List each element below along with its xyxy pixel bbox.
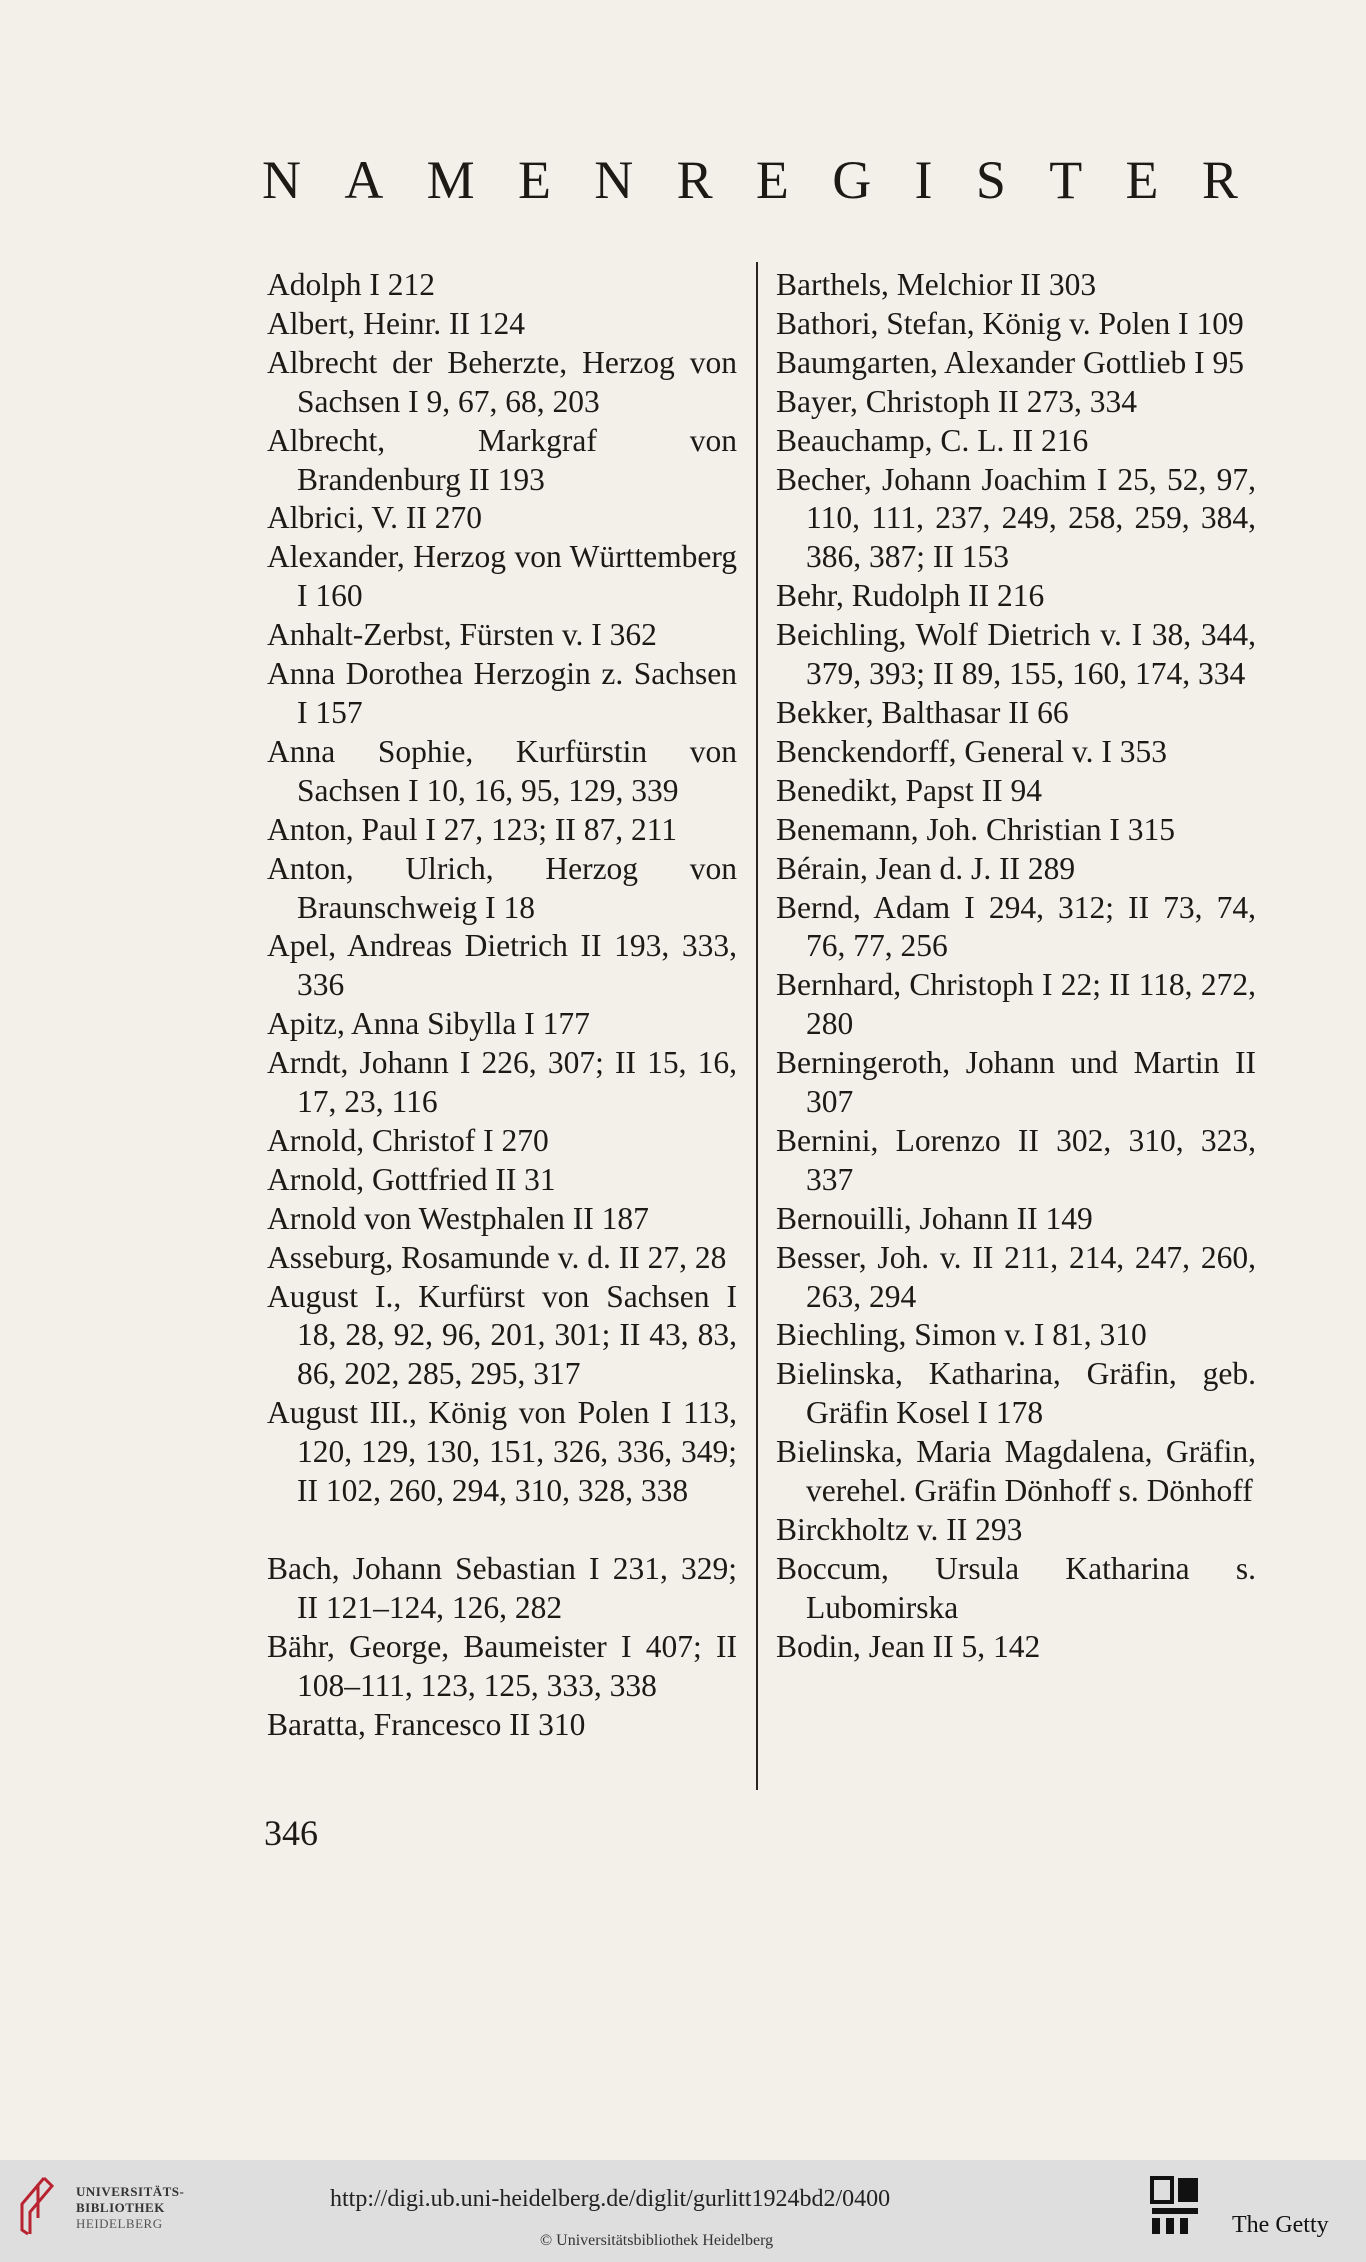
register-entry: Bernouilli, Johann II 149 [776,1200,1093,1236]
register-entry: Arnold, Gottfried II 31 [267,1161,556,1197]
register-entry: Bähr, George, Baumeister I 407; II 108–111, 123, 125, 333, 338 [267,1628,737,1703]
register-entry: Bernhard, Christoph I 22; II 118, 272, 280 [776,967,1256,1042]
register-entry: Albrici, V. II 270 [267,500,482,536]
title-letter: M [426,150,475,210]
register-entry: Barthels, Melchior II 303 [776,267,1097,302]
page-title [262,150,1238,210]
title-letter: T [1049,150,1083,210]
title-letter: G [832,150,872,210]
register-entry: Anna Dorothea Herzogin z. Sachsen I 157 [267,656,737,730]
title-letter: N [594,150,634,210]
title-letter: E [517,150,551,210]
column-divider [756,262,758,1790]
register-entry: August I., Kurfürst von Sachsen I 18, 28, 92, 96, 201, 301; II 43, 83, 86, 202, 285, 295, 317 [267,1278,737,1392]
register-entry: Benckendorff, General v. I 353 [776,733,1167,769]
register-entry: Bielinska, Katharina, Gräfin, geb. Gräfin Kosel I 178 [776,1356,1256,1431]
register-entry: Apitz, Anna Sibylla I 177 [267,1006,590,1042]
right-column [776,266,1256,1667]
register-entry: Baumgarten, Alexander Gottlieb I 95 [776,344,1244,380]
register-entry: Bielinska, Maria Magdalena, Gräfin, verehel. Gräfin Dönhoff s. Dönhoff [776,1434,1256,1509]
register-entry: Arndt, Johann I 226, 307; II 15, 16, 17, 23, 116 [267,1045,737,1120]
university-library-logo-icon [14,2174,62,2238]
title-letter: I [914,150,933,210]
left-column [267,266,737,1744]
register-entry: Alexander, Herzog von Württemberg I 160 [267,539,737,614]
register-entry: Asseburg, Rosamunde v. d. II 27, 28 [267,1239,727,1275]
register-entry: Becher, Johann Joachim I 25, 52, 97, 110, 111, 237, 249, 258, 259, 384, 386, 387; II 153 [776,461,1256,575]
library-line-3: HEIDELBERG [76,2216,163,2231]
title-letter: A [344,150,384,210]
register-entry: Anna Sophie, Kurfürstin von Sachsen I 10, 16, 95, 129, 339 [267,733,737,808]
register-entry: Adolph I 212 [267,267,435,302]
register-entry: Bathori, Stefan, König v. Polen I 109 [776,305,1244,341]
library-line-2: BIBLIOTHEK [76,2200,165,2215]
register-entry: Anhalt-Zerbst, Fürsten v. I 362 [267,617,657,653]
register-entry: Arnold von Westphalen II 187 [267,1200,649,1236]
register-entry: Benedikt, Papst II 94 [776,772,1042,808]
register-entry: Albrecht, Markgraf von Brandenburg II 193 [267,422,737,497]
register-entry: Beauchamp, C. L. II 216 [776,422,1089,458]
register-entry: Bach, Johann Sebastian I 231, 329; II 121–124, 126, 282 [267,1550,737,1625]
register-entry: Apel, Andreas Dietrich II 193, 333, 336 [267,928,737,1003]
section-gap [267,1511,737,1550]
library-line-1: UNIVERSITÄTS- [76,2184,185,2199]
register-entry: Arnold, Christof I 270 [267,1122,549,1158]
register-entry: Anton, Paul I 27, 123; II 87, 211 [267,811,678,847]
register-entry: Berningeroth, Johann und Martin II 307 [776,1045,1256,1120]
title-letter: E [755,150,789,210]
register-entry: Bernd, Adam I 294, 312; II 73, 74, 76, 77, 256 [776,889,1256,964]
register-entry: Beichling, Wolf Dietrich v. I 38, 344, 379, 393; II 89, 155, 160, 174, 334 [776,617,1256,692]
register-entry: Bérain, Jean d. J. II 289 [776,850,1076,886]
page-number: 346 [264,1813,318,1853]
register-entry: Benemann, Joh. Christian I 315 [776,811,1175,847]
copyright-notice: © Universitätsbibliothek Heidelberg [540,2232,774,2249]
register-entry: Baratta, Francesco II 310 [267,1706,586,1742]
register-entry: Bekker, Balthasar II 66 [776,694,1069,730]
register-entry: August III., König von Polen I 113, 120, 129, 130, 151, 326, 336, 349; II 102, 260, 294, 310, 328, 338 [267,1395,737,1509]
register-entry: Besser, Joh. v. II 211, 214, 247, 260, 263, 294 [776,1239,1256,1314]
getty-label: The Getty [1232,2212,1329,2238]
register-entry: Bayer, Christoph II 273, 334 [776,383,1137,419]
title-letter: S [975,150,1006,210]
title-letter: N [262,150,301,210]
register-entry: Behr, Rudolph II 216 [776,578,1045,614]
register-entry: Bernini, Lorenzo II 302, 310, 323, 337 [776,1122,1256,1197]
permalink-url[interactable]: http://digi.ub.uni-heidelberg.de/diglit/gurlitt1924bd2/0400 [330,2186,891,2212]
register-entry: Albrecht der Beherzte, Herzog von Sachsen I 9, 67, 68, 203 [267,344,737,419]
getty-logo-icon [1150,2176,1202,2236]
title-letter: E [1125,150,1159,210]
register-entry: Biechling, Simon v. I 81, 310 [776,1317,1147,1353]
register-entry: Birckholtz v. II 293 [776,1512,1023,1547]
title-letter: R [1201,150,1238,210]
register-entry: Albert, Heinr. II 124 [267,305,526,341]
register-entry: Bodin, Jean II 5, 142 [776,1628,1041,1664]
register-entry: Boccum, Ursula Katharina s. Lubomirska [776,1550,1256,1625]
register-entry: Anton, Ulrich, Herzog von Braunschweig I 18 [267,850,737,925]
library-name [76,2184,184,2232]
title-letter: R [676,150,713,210]
